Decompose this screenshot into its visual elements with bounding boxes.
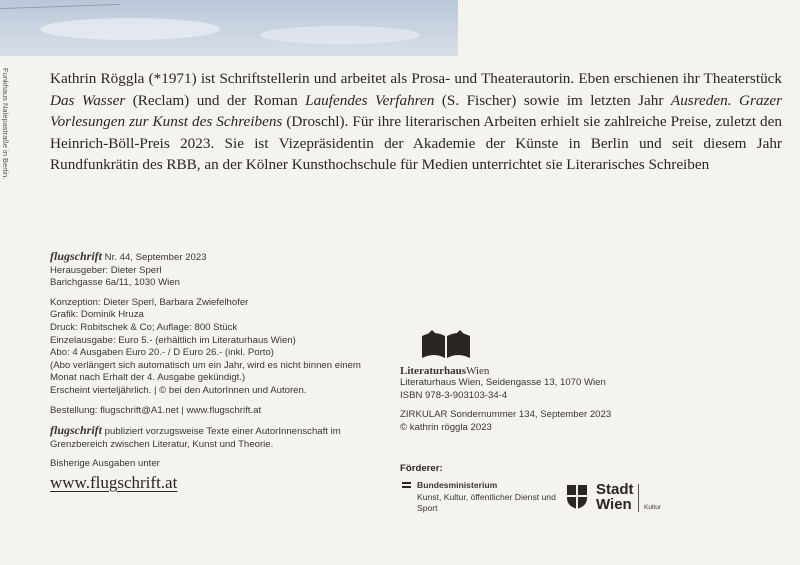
- open-book-icon: [420, 330, 472, 360]
- isbn: ISBN 978-3-903103-34-4: [400, 389, 508, 401]
- kultur-label: Kultur: [644, 504, 661, 511]
- order-info: Bestellung: flugschrift@A1.net | www.flugschrift.at: [50, 404, 262, 416]
- subscription-note: (Abo verlängert sich automatisch um ein Jahr, wird es nicht binnen einem Monat nach Erhalt der 4. Ausgabe gekündigt.): [50, 359, 361, 384]
- work-title-1: Das Wasser: [50, 91, 126, 109]
- zirkular-info: ZIRKULAR Sondernummer 134, September 2023: [400, 409, 612, 421]
- publisher: Herausgeber: Dieter Sperl: [50, 264, 162, 276]
- photo-credit: [1, 68, 34, 218]
- stadt-wien-logo: [566, 482, 686, 516]
- vienna-shield-icon: [566, 484, 588, 510]
- subscription-price: Abo: 4 Ausgaben Euro 20.- / D Euro 26.- (inkl. Porto): [50, 347, 274, 359]
- concept-credit: Konzeption: Dieter Sperl, Barbara Zwiefelhofer: [50, 296, 249, 308]
- ministry-logo: [400, 480, 560, 515]
- literaturhaus-block: [400, 330, 660, 435]
- publisher-address: Barichgasse 6a/11, 1030 Wien: [50, 277, 180, 289]
- photo-caption: Funkhaus Nalepastraße in Berlin.: [1, 68, 10, 180]
- print-info: Druck: Robitschek & Co; Auflage: 800 Stück: [50, 321, 238, 333]
- single-price: Einzelausgabe: Euro 5.- (erhältlich im Literaturhaus Wien): [50, 334, 296, 346]
- archive-label: Bisherige Ausgaben unter: [50, 458, 160, 470]
- mission-statement: publiziert vorzugsweise Texte einer AutorInnenschaft im Grenzbereich zwischen Literatur, Kunst und Theorie.: [50, 426, 341, 450]
- ministry-title: Bundesministerium: [417, 480, 498, 490]
- literaturhaus-address: Literaturhaus Wien, Seidengasse 13, 1070 Wien: [400, 377, 606, 389]
- sponsors-label: Förderer:: [400, 463, 443, 474]
- graphics-credit: Grafik: Dominik Hruza: [50, 309, 144, 321]
- author-bio: Kathrin Röggla (*1971) ist Schriftstellerin und arbeitet als Prosa- und Theaterautorin. Eben erschienen ihr Theaterstück Das Wasser (Reclam) und der Roman Laufendes Verfahren (S. Fischer) sowie im letzten Jahr Ausreden. Grazer Vorlesungen zur Kunst des Schreibens (Droschl). Für ihre literarischen Arbeiten erhielt sie zahlreiche Preise, zuletzt den Heinrich-Böll-Preis 2023. Sie ist Vizepräsidentin der Akademie der Künste in Berlin und seit diesem Jahr Rundfunkrätin des RBB, an der Kölner Kunsthochschule für Medien unterrichtet sie Literarisches Schreiben: [50, 70, 783, 174]
- literaturhaus-logo-text: LiteraturhausWien: [400, 364, 490, 377]
- header-photo: [0, 0, 458, 56]
- ministry-subtitle: Kunst, Kultur, öffentlicher Dienst und Sport: [417, 491, 556, 513]
- imprint: [50, 250, 380, 493]
- work-title-2: Laufendes Verfahren: [305, 91, 435, 109]
- brand-name: flugschrift: [50, 249, 103, 263]
- stadt-wien-text: Stadt Wien: [596, 481, 634, 513]
- work-title-3: Ausreden. Grazer Vorlesungen zur Kunst des Schreibens: [50, 91, 783, 131]
- frequency-note: Erscheint vierteljährlich. | © bei den AutorInnen und Autoren.: [50, 384, 307, 396]
- issue-number: Nr. 44, September 2023: [102, 252, 207, 263]
- website-link[interactable]: www.flugschrift.at: [50, 472, 178, 492]
- austria-flag-icon: [402, 482, 411, 488]
- brand-name-2: flugschrift: [50, 423, 103, 438]
- copyright: © kathrin röggla 2023: [400, 421, 492, 433]
